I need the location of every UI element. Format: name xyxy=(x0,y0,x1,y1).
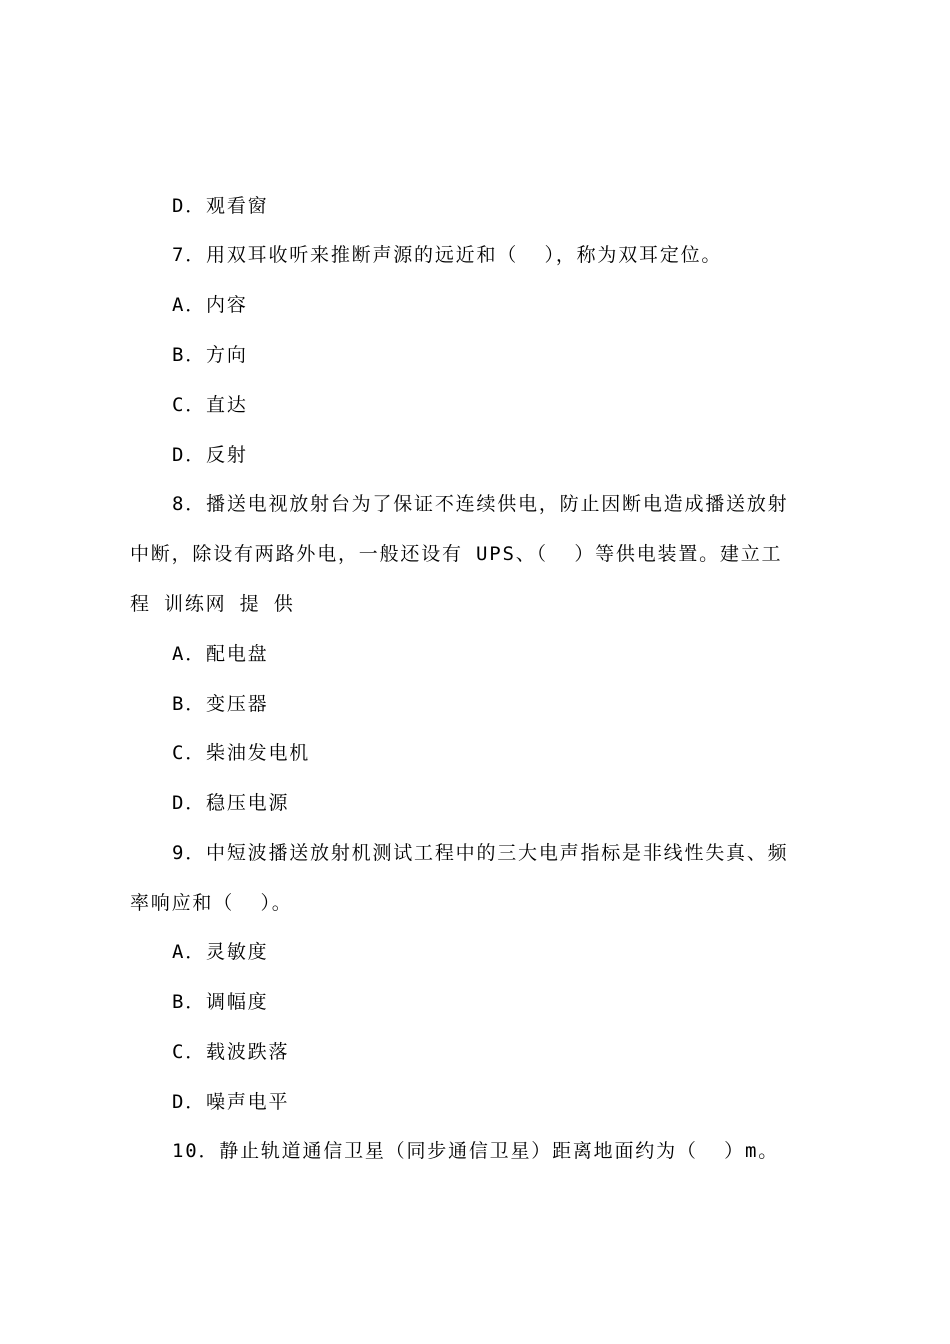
q9-stem-line1: 9．中短波播送放射机测试工程中的三大电声指标是非线性失真、频 xyxy=(172,842,789,864)
q10-stem: 10．静止轨道通信卫星（同步通信卫星）距离地面约为（ ）m。 xyxy=(172,1140,779,1162)
q9-option-a: A．灵敏度 xyxy=(172,941,269,963)
q8-stem-line2: 中断，除设有两路外电，一般还设有 UPS、（ ）等供电装置。建立工 xyxy=(130,543,783,565)
q8-stem-line3: 程 训练网 提 供 xyxy=(130,593,295,615)
q8-option-c: C．柴油发电机 xyxy=(172,742,311,764)
q8-stem-line1: 8．播送电视放射台为了保证不连续供电，防止因断电造成播送放射 xyxy=(172,493,789,515)
q6-option-d: D．观看窗 xyxy=(172,195,269,217)
q9-option-c: C．载波跌落 xyxy=(172,1041,290,1063)
q8-option-a: A．配电盘 xyxy=(172,643,269,665)
q8-option-b: B．变压器 xyxy=(172,693,269,715)
q9-option-b: B．调幅度 xyxy=(172,991,269,1013)
q7-option-a: A．内容 xyxy=(172,294,248,316)
q9-option-d: D．噪声电平 xyxy=(172,1091,290,1113)
q7-option-b: B．方向 xyxy=(172,344,248,366)
q9-stem-line2: 率响应和（ ）。 xyxy=(130,892,293,914)
q8-option-d: D．稳压电源 xyxy=(172,792,290,814)
q7-option-c: C．直达 xyxy=(172,394,248,416)
q7-option-d: D．反射 xyxy=(172,444,248,466)
q7-stem: 7．用双耳收听来推断声源的远近和（ ），称为双耳定位。 xyxy=(172,244,723,266)
